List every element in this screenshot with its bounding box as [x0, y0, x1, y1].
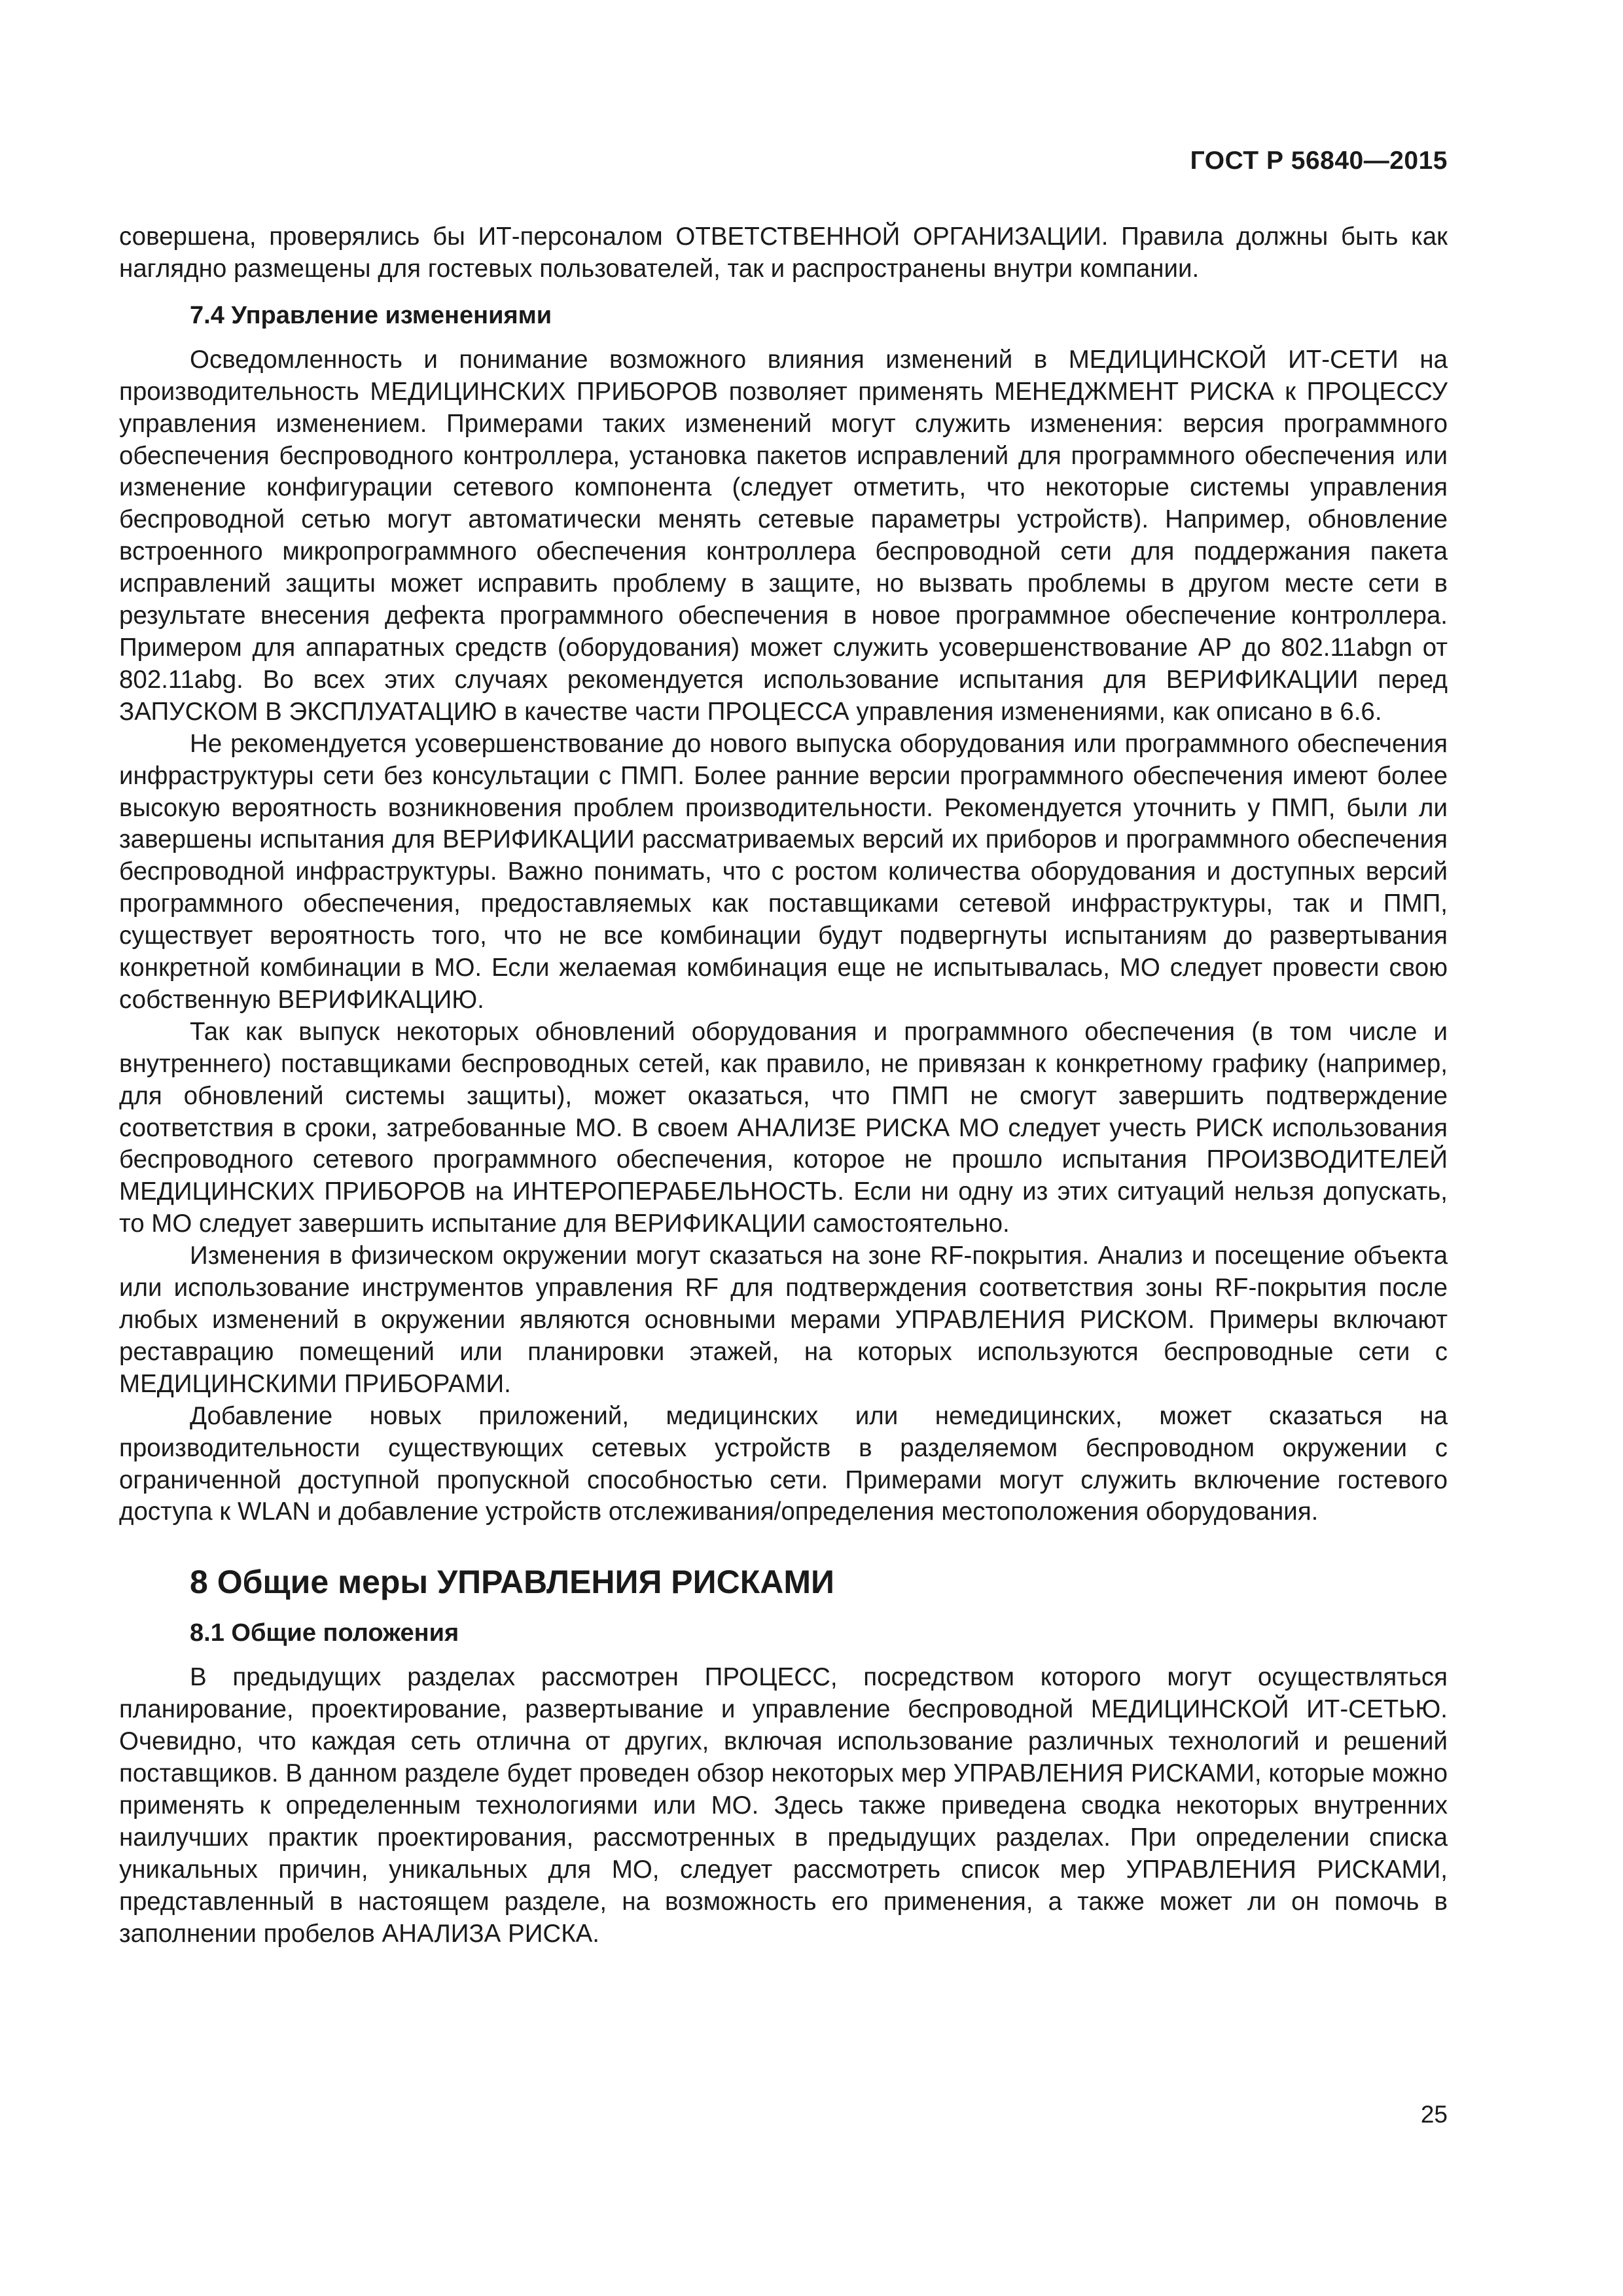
section-7-4-paragraph-2: Не рекомендуется усовершенствование до нового выпуска оборудования или программного обеспечения инфраструктуры сети без консультации с ПМП. Более ранние версии программного обеспечения имеют более высокую вероятность возникновения проблем производительности. Рекомендуется уточнить у ПМП, были ли завершены испытания для ВЕРИФИКАЦИИ рассматриваемых версий их приборов и программного обеспечения беспроводной инфраструктуры. Важно понимать, что с ростом количества оборудования и доступных версий программного обеспечения, предоставляемых как поставщиками сетевой инфраструктуры, так и ПМП, существует вероятность того, что не все комбинации будут подвергнуты испытаниям до развертывания конкретной комбинации в МО. Если желаемая комбинация еще не испытывалась, МО следует провести свою собственную ВЕРИФИКАЦИЮ.	[119, 729, 1448, 1014]
section-7-4-paragraph-1: Осведомленность и понимание возможного влияния изменений в МЕДИЦИНСКОЙ ИТ-СЕТИ на производительность МЕДИЦИНСКИХ ПРИБОРОВ позволяет применять МЕНЕДЖМЕНТ РИСКА к ПРОЦЕССУ управления изменением. Примерами таких изменений могут служить изменения: версия программного обеспечения беспроводного контроллера, установка пакетов исправлений для программного обеспечения или изменение конфигурации сетевого компонента (следует отметить, что некоторые системы управления беспроводной сетью могут автоматически менять сетевые параметры устройств). Например, обновление встроенного микропрограммного обеспечения контроллера беспроводной сети для поддержания пакета исправлений защиты может исправить проблему в защите, но вызвать проблемы в другом месте сети в результате внесения дефекта программного обеспечения в новое программное обеспечение контроллера. Примером для аппаратных средств (оборудования) может служить усовершенствование АР до 802.11abgn от 802.11abg. Во всех этих случаях рекомендуется использование испытания для ВЕРИФИКАЦИИ перед ЗАПУСКОМ В ЭКСПЛУАТАЦИЮ в качестве части ПРОЦЕССА управления изменениями, как описано в 6.6.	[119, 345, 1448, 726]
section-8-1-heading: 8.1 Общие положения	[190, 1619, 459, 1647]
section-7-4-paragraph-3: Так как выпуск некоторых обновлений оборудования и программного обеспечения (в том числе и внутреннего) поставщиками беспроводных сетей, как правило, не привязан к конкретному графику (например, для обновлений системы защиты), может оказаться, что ПМП не смогут завершить подтверждение соответствия в сроки, затребованные МО. В своем АНАЛИЗЕ РИСКА МО следует учесть РИСК использования беспроводного сетевого программного обеспечения, которое не прошло испытания ПРОИЗВОДИТЕЛЕЙ МЕДИЦИНСКИХ ПРИБОРОВ на ИНТЕРОПЕРАБЕЛЬНОСТЬ. Если ни одну из этих ситуаций нельзя допускать, то МО следует завершить испытание для ВЕРИФИКАЦИИ самостоятельно.	[119, 1017, 1448, 1238]
section-7-4-paragraph-4: Изменения в физическом окружении могут сказаться на зоне RF-покрытия. Анализ и посещение объекта или использование инструментов управления RF для подтверждения соответствия зоны RF-покрытия после любых изменений в окружении являются основными мерами УПРАВЛЕНИЯ РИСКОМ. Примеры включают реставрацию помещений или планировки этажей, на которых используются беспроводные сети с МЕДИЦИНСКИМИ ПРИБОРАМИ.	[119, 1242, 1448, 1398]
document-id-header: ГОСТ Р 56840—2015	[1190, 147, 1448, 175]
page-number: 25	[1420, 2101, 1448, 2128]
page-content	[119, 221, 1448, 1950]
section-7-4-paragraph-5: Добавление новых приложений, медицинских или немедицинских, может сказаться на производительности существующих сетевых устройств в разделяемом беспроводном окружении с ограниченной доступной пропускной способностью сети. Примерами могут служить включение гостевого доступа к WLAN и добавление устройств отслеживания/определения местоположения оборудования.	[119, 1401, 1448, 1526]
section-8-heading: 8 Общие меры УПРАВЛЕНИЯ РИСКАМИ	[190, 1564, 834, 1601]
section-7-4-heading: 7.4 Управление изменениями	[190, 301, 552, 329]
intro-paragraph: совершена, проверялись бы ИТ-персоналом ОТВЕТСТВЕННОЙ ОРГАНИЗАЦИИ. Правила должны быть как наглядно размещены для гостевых пользователей, так и распространены внутри компании.	[119, 223, 1448, 283]
section-8-1-paragraph-1: В предыдущих разделах рассмотрен ПРОЦЕСС, посредством которого могут осуществляться планирование, проектирование, развертывание и управление беспроводной МЕДИЦИНСКОЙ ИТ-СЕТЬЮ. Очевидно, что каждая сеть отлична от других, включая использование различных технологий и решений поставщиков. В данном разделе будет проведен обзор некоторых мер УПРАВЛЕНИЯ РИСКАМИ, которые можно применять к определенным технологиями или МО. Здесь также приведена сводка некоторых внутренних наилучших практик проектирования, рассмотренных в предыдущих разделах. При определении списка уникальных причин, уникальных для МО, следует рассмотреть список мер УПРАВЛЕНИЯ РИСКАМИ, представленный в настоящем разделе, на возможность его применения, а также может ли он помочь в заполнении пробелов АНАЛИЗА РИСКА.	[119, 1663, 1448, 1948]
